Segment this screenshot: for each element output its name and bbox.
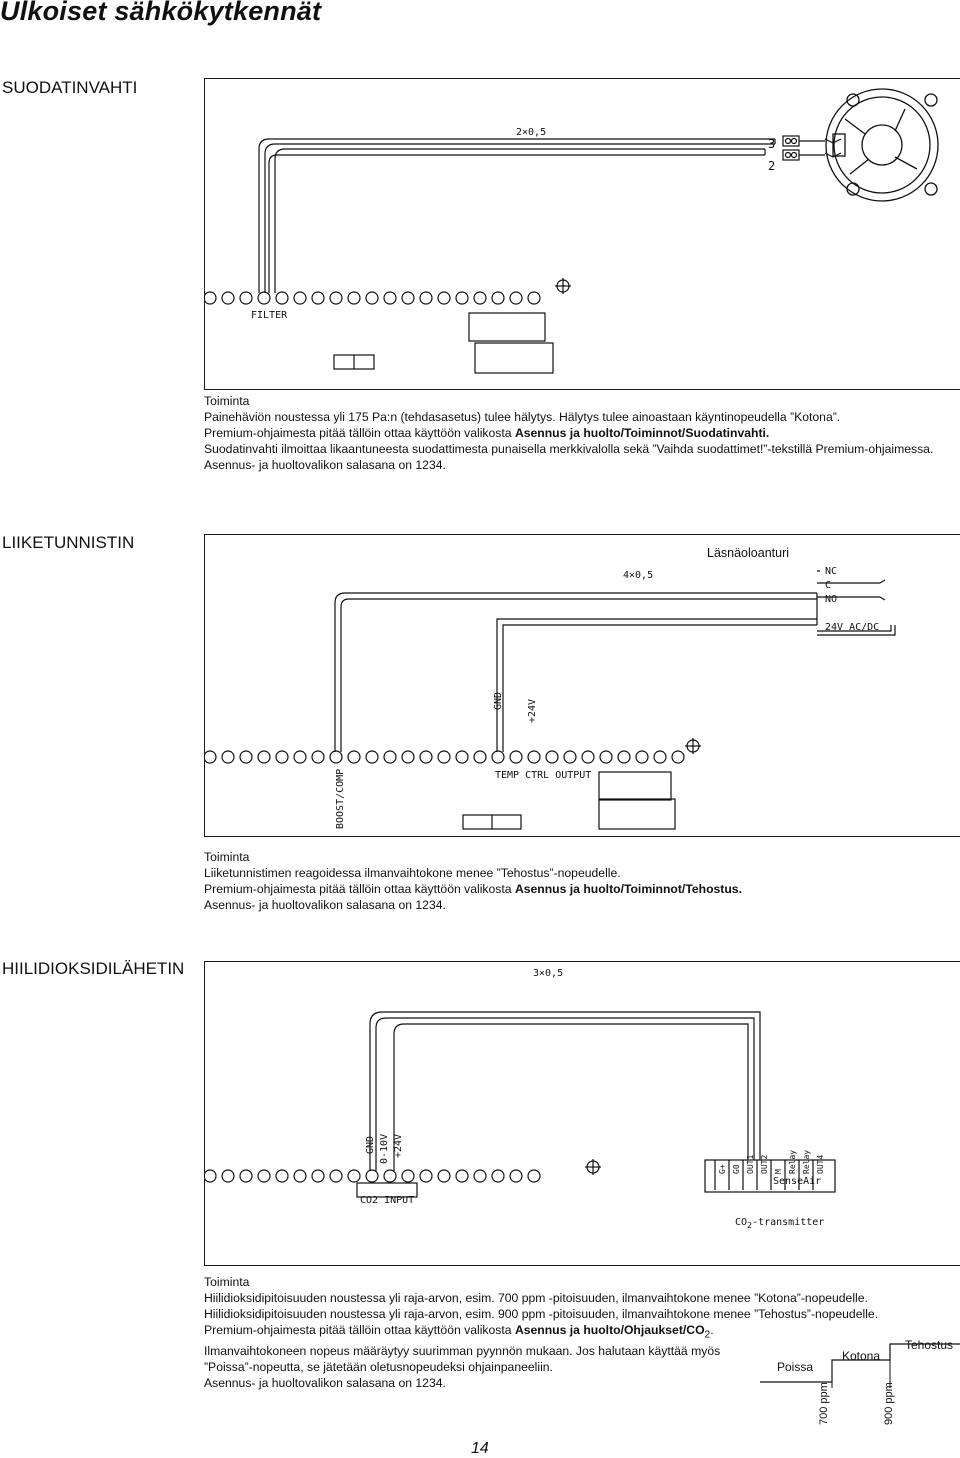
co2-pin-2: OUT1 (746, 1154, 755, 1174)
co2-010v-label: 0-10V (379, 1133, 390, 1164)
motion-text-line2-bold: Asennus ja huolto/Toiminnot/Tehostus. (514, 882, 742, 896)
motion-no-label: NO (825, 594, 838, 605)
step-700ppm: 700 ppm (818, 1382, 830, 1425)
co2-transmitter-sub: 2 (747, 1220, 753, 1230)
motion-diagram (204, 534, 960, 837)
motion-temp-ctrl-label: TEMP CTRL OUTPUT (495, 770, 592, 781)
co2-text-line6: Asennus- ja huoltovalikon salasana on 1234. (204, 1376, 446, 1391)
co2-text-line5: ”Poissa”-nopeutta, se jätetään oletusnopeudeksi ohjainpaneeliin. (204, 1360, 553, 1375)
filter-text-heading: Toiminta (204, 394, 250, 408)
filter-text-line4: Asennus- ja huoltovalikon salasana on 1234. (204, 458, 446, 472)
motion-text-line3: Asennus- ja huoltovalikon salasana on 1234. (204, 898, 446, 912)
co2-wiring-svg (205, 962, 960, 1267)
co2-pin-4: M (774, 1169, 783, 1174)
motion-text-line2 (204, 881, 742, 897)
co2-pin-7: OUT4 (816, 1154, 825, 1174)
filter-wire-label: 2×0,5 (516, 127, 547, 138)
co2-transmitter-label (735, 1217, 824, 1230)
page-title: Ulkoiset sähkökytkennät (0, 0, 322, 26)
co2-24v-label: +24V (393, 1133, 404, 1158)
step-poissa: Poissa (777, 1360, 814, 1374)
filter-description (204, 393, 933, 473)
filter-board-label: FILTER (251, 310, 288, 321)
motion-gnd-label: GND (493, 691, 504, 710)
co2-pin-1: G0 (732, 1164, 741, 1174)
filter-terminal-3: 3 (768, 137, 776, 151)
motion-text-line1: Liiketunnistimen reagoidessa ilmanvaihtokone menee ”Tehostus”-nopeudelle. (204, 866, 621, 880)
co2-pin-5: Relay (788, 1149, 797, 1174)
motion-c-label: C (825, 580, 832, 591)
motion-section-title: LIIKETUNNISTIN (2, 533, 135, 552)
co2-diagram (204, 961, 960, 1266)
co2-input-label: CO2 INPUT (360, 1195, 415, 1206)
filter-text-line2 (204, 425, 933, 441)
motion-24v-label: +24V (527, 698, 538, 723)
step-kotona: Kotona (842, 1349, 881, 1363)
co2-senseair-label: SenseAir (773, 1176, 822, 1187)
filter-terminal-2: 2 (768, 159, 776, 173)
filter-text-line3: Suodatinvahti ilmoittaa likaantuneesta suodattimesta punaisella merkkivalolla sekä ”Vaihda suodattimet!”-tekstillä Premium-ohjaimessa. (204, 442, 934, 456)
filter-text-line1: Painehäviön noustessa yli 175 Pa:n (tehdasasetus) tulee hälytys. Hälytys tulee ainoastaan käyntinopeudella ”Kotona”. (204, 410, 841, 424)
step-900ppm: 900 ppm (883, 1382, 895, 1425)
co2-pin-6: Relay (802, 1149, 811, 1174)
filter-diagram (204, 78, 960, 390)
co2-transmitter-pre: CO (735, 1217, 748, 1228)
co2-text-heading: Toiminta (204, 1275, 250, 1289)
co2-pin-0: G+ (718, 1164, 727, 1174)
motion-text-line2-pre: Premium-ohjaimesta pitää tällöin ottaa käyttöön valikosta (204, 882, 515, 896)
motion-boost-label: BOOST/COMP (335, 768, 346, 829)
step-tehostus: Tehostus (905, 1338, 954, 1352)
filter-text-line2-bold: Asennus ja huolto/Toiminnot/Suodatinvahti. (514, 426, 770, 440)
motion-wire-label: 4×0,5 (623, 570, 654, 581)
co2-text-line3-bold: Asennus ja huolto/Ohjaukset/CO (514, 1323, 705, 1337)
co2-wire-label: 3×0,5 (533, 968, 564, 979)
co2-gnd-label: GND (365, 1135, 376, 1154)
filter-section-title: SUODATINVAHTI (2, 78, 138, 97)
motion-wiring-svg (205, 535, 960, 838)
co2-section-title: HIILIDIOKSIDILÄHETIN (2, 959, 185, 978)
motion-nc-label: NC (825, 566, 838, 577)
co2-text-line3-pre: Premium-ohjaimesta pitää tällöin ottaa käyttöön valikosta (204, 1323, 515, 1337)
motion-supply-label: 24V AC/DC (825, 622, 880, 633)
co2-text-line4: Ilmanvaihtokoneen nopeus määräytyy suurimman pyynnön mukaan. Jos halutaan käyttää myös (204, 1344, 721, 1359)
co2-text-line2: Hiilidioksidipitoisuuden noustessa yli raja-arvon, esim. 900 ppm -pitoisuuden, ilmanvaihtokone menee ”Tehostus”-nopeudelle. (204, 1307, 879, 1321)
filter-text-line2-pre: Premium-ohjaimesta pitää tällöin ottaa käyttöön valikosta (204, 426, 515, 440)
motion-description (204, 849, 742, 913)
co2-text-line3-end: . (710, 1323, 714, 1337)
co2-text-line1: Hiilidioksidipitoisuuden noustessa yli raja-arvon, esim. 700 ppm -pitoisuuden, ilmanvaihtokone menee ”Kotona”-nopeudelle. (204, 1291, 868, 1305)
filter-wiring-svg (205, 79, 960, 391)
co2-transmitter-post: -transmitter (752, 1217, 825, 1228)
co2-pin-3: OUT2 (760, 1154, 769, 1174)
co2-text-line3-sub: 2 (704, 1329, 711, 1341)
page-number: 14 (471, 1440, 489, 1457)
motion-sensor-label: Läsnäoloanturi (707, 546, 790, 560)
motion-text-heading: Toiminta (204, 850, 250, 864)
